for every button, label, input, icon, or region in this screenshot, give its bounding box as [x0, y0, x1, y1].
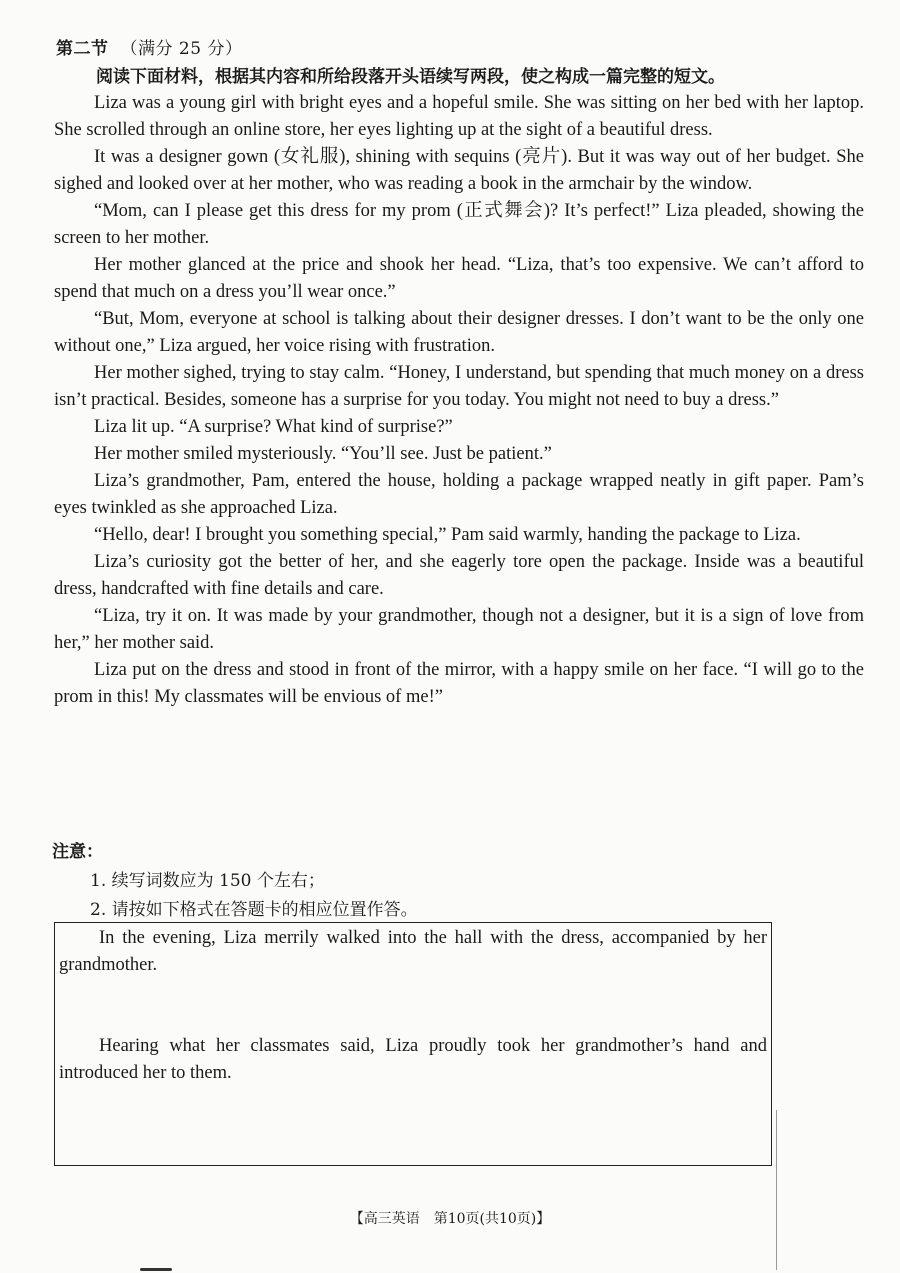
- passage-paragraph: Liza lit up. “A surprise? What kind of surprise?”: [94, 417, 453, 437]
- passage-paragraph: Liza put on the dress and stood in front of the mirror, with a happy smile on her face. “I will go to the prom in this! My classmates will be envious of me!”: [54, 660, 864, 707]
- paragraph-opener-2: Hearing what her classmates said, Liza proudly took her grandmother’s hand and introduced her to them.: [59, 1036, 767, 1083]
- section-score: （满分 25 分）: [120, 39, 243, 59]
- section-header: [56, 34, 242, 59]
- passage-paragraph: Her mother glanced at the price and shook her head. “Liza, that’s too expensive. We can’t afford to spend that much on a dress you’ll wear once.”: [54, 255, 864, 302]
- notes-title: 注意：: [52, 842, 103, 862]
- passage: [54, 90, 864, 711]
- section-title: 第二节: [56, 39, 109, 59]
- notes: [52, 838, 852, 925]
- passage-paragraph: “Hello, dear! I brought you something special,” Pam said warmly, handing the package to Liza.: [94, 525, 801, 545]
- paragraph-opener-1: In the evening, Liza merrily walked into the hall with the dress, accompanied by her grandmother.: [59, 928, 767, 975]
- answer-box: [54, 922, 772, 1166]
- passage-paragraph: Liza’s curiosity got the better of her, and she eagerly tore open the package. Inside was a beautiful dress, handcrafted with fine details and care.: [54, 552, 864, 599]
- passage-paragraph: Liza was a young girl with bright eyes and a hopeful smile. She was sitting on her bed with her laptop. She scrolled through an online store, her eyes lighting up at the sight of a beautiful dress.: [54, 93, 864, 140]
- margin-rule-line: [776, 1110, 777, 1270]
- instruction: 阅读下面材料，根据其内容和所给段落开头语续写两段，使之构成一篇完整的短文。: [96, 67, 725, 87]
- note-item: 1. 续写词数应为 150 个左右；: [90, 871, 325, 891]
- passage-paragraph: Liza’s grandmother, Pam, entered the house, holding a package wrapped neatly in gift paper. Pam’s eyes twinkled as she approached Liza.: [54, 471, 864, 518]
- passage-paragraph: “Mom, can I please get this dress for my prom (正式舞会)? It’s perfect!” Liza pleaded, showing the screen to her mother.: [54, 201, 864, 248]
- passage-paragraph: It was a designer gown (女礼服), shining with sequins (亮片). But it was way out of her budget. She sighed and looked over at her mother, who was reading a book in the armchair by the window.: [54, 147, 864, 194]
- note-item: 2. 请按如下格式在答题卡的相应位置作答。: [90, 900, 418, 920]
- passage-paragraph: Her mother smiled mysteriously. “You’ll see. Just be patient.”: [94, 444, 552, 464]
- scan-mark: [140, 1268, 172, 1271]
- page-footer: 【高三英语 第10页(共10页)】: [349, 1211, 551, 1227]
- passage-paragraph: “But, Mom, everyone at school is talking about their designer dresses. I don’t want to be the only one without one,” Liza argued, her voice rising with frustration.: [54, 309, 864, 356]
- passage-paragraph: Her mother sighed, trying to stay calm. “Honey, I understand, but spending that much money on a dress isn’t practical. Besides, someone has a surprise for you today. You might not need to buy a dress.”: [54, 363, 864, 410]
- passage-paragraph: “Liza, try it on. It was made by your grandmother, though not a designer, but it is a sign of love from her,” her mother said.: [54, 606, 864, 653]
